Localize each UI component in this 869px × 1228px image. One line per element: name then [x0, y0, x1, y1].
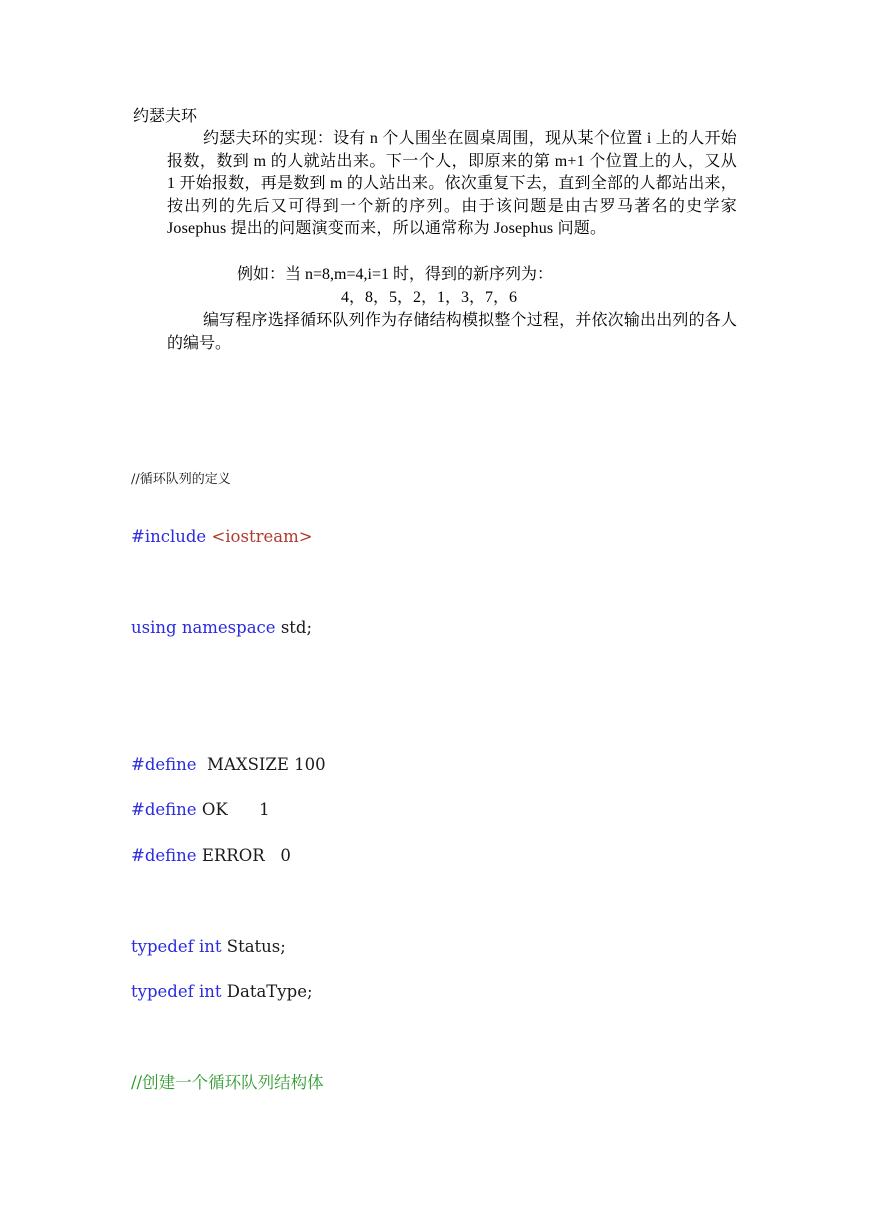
code-typedef-status — [131, 936, 286, 958]
define-body: ERROR 0 — [201, 846, 291, 865]
code-define-ok — [131, 799, 270, 821]
namespace-keyword: namespace — [181, 618, 276, 637]
code-typedef-datatype — [131, 981, 313, 1003]
code-define-error — [131, 845, 291, 867]
namespace-name: std; — [280, 618, 313, 637]
define-body: MAXSIZE 100 — [196, 755, 326, 774]
example-sequence: 4，8，5，2，1，3，7，6 — [341, 289, 518, 306]
typedef-name: DataType; — [226, 982, 313, 1001]
code-include-line — [131, 526, 313, 548]
define-body: OK 1 — [201, 800, 270, 819]
code-comment-definition: //循环队列的定义 — [131, 472, 231, 487]
code-using-line — [131, 617, 312, 639]
task-description: 编写程序选择循环队列作为存储结构模拟整个过程，并依次输出出列的各人的编号。 — [167, 312, 737, 352]
type-keyword: int — [198, 982, 222, 1001]
define-keyword: #define — [131, 846, 197, 865]
typedef-keyword: typedef — [131, 937, 194, 956]
typedef-name: Status; — [226, 937, 286, 956]
type-keyword: int — [198, 937, 222, 956]
document-title: 约瑟夫环 — [133, 106, 198, 125]
problem-description: 约瑟夫环的实现：设有 n 个人围坐在圆桌周围，现从某个位置 i 上的人开始报数，数到 m 的人就站出来。下一个人，即原来的第 m+1 个位置上的人，又从 1 开始报数，再是数到 m 的人站出来。依次重复下去，直到全部的人都站出来，按出列的先后又可得到一个新的序列。由于该问题是由古罗马著名的史学家 Josephus 提出的问题演变而来，所以通常称为 Josephus 问题。 — [167, 130, 737, 237]
typedef-keyword: typedef — [131, 982, 194, 1001]
code-define-maxsize — [131, 754, 326, 776]
include-header: <iostream> — [211, 527, 313, 546]
include-directive: #include — [131, 527, 207, 546]
code-comment-struct: //创建一个循环队列结构体 — [131, 1073, 324, 1092]
example-line: 例如：当 n=8,m=4,i=1 时，得到的新序列为： — [237, 266, 553, 283]
using-keyword: using — [131, 618, 177, 637]
define-keyword: #define — [131, 800, 197, 819]
define-keyword: #define — [131, 755, 197, 774]
